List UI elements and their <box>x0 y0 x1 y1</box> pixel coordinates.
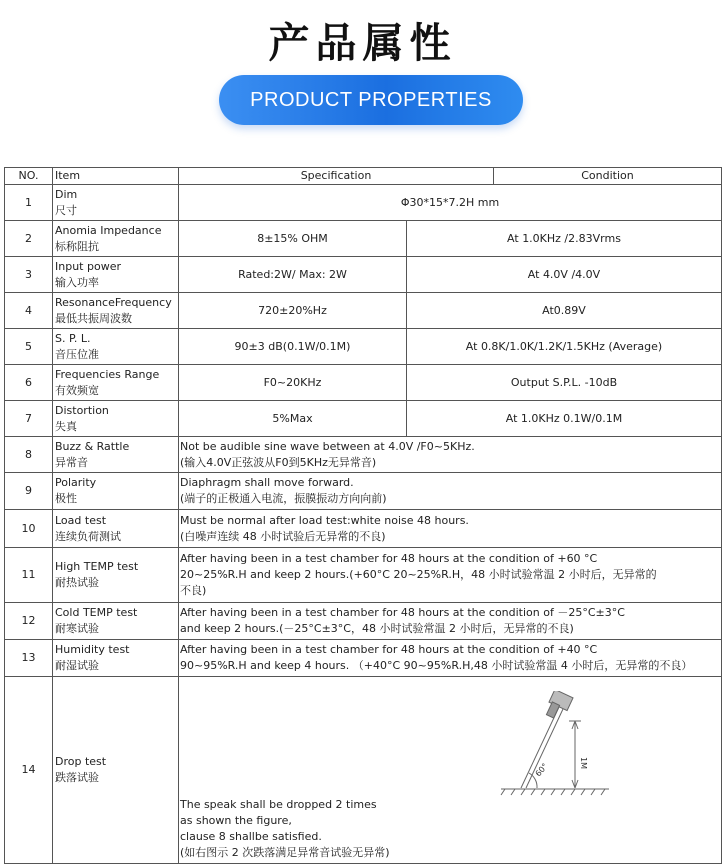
item-en: Polarity <box>55 476 97 489</box>
condition-cell: At 4.0V /4.0V <box>407 257 722 293</box>
item-cn: 极性 <box>55 492 77 505</box>
table-row <box>5 510 722 548</box>
table-row <box>5 293 722 329</box>
table-row <box>5 329 722 365</box>
item-en: High TEMP test <box>55 560 139 573</box>
row-number: 6 <box>5 365 53 401</box>
description-line: 90~95%R.H and keep 4 hours. （+40°C 90~95%R.H,48 小时试验常温 4 小时后，无异常的不良） <box>180 659 693 672</box>
table-row <box>5 437 722 473</box>
item-en: Dim <box>55 187 78 201</box>
item-cell <box>53 365 179 401</box>
description-line: The speak shall be dropped 2 times <box>180 798 377 811</box>
description-line: as shown the figure, <box>180 814 292 827</box>
height-label: 1M <box>579 757 588 769</box>
item-en: Distortion <box>55 403 109 417</box>
row-number: 14 <box>5 677 53 864</box>
row-number: 5 <box>5 329 53 365</box>
item-cn: 音压位准 <box>55 347 99 361</box>
drop-test-figure <box>495 691 613 801</box>
item-cn: 尺寸 <box>55 203 77 217</box>
description-line: After having been in a test chamber for 48 hours at the condition of +60 °C <box>180 552 598 565</box>
description-line: (如右图示 2 次跌落满足异常音试验无异常) <box>180 846 390 859</box>
table-row <box>5 603 722 640</box>
row-number: 8 <box>5 437 53 473</box>
spec-cell: 720±20%Hz <box>179 293 407 329</box>
item-cell <box>53 677 179 864</box>
item-cell <box>53 401 179 437</box>
item-cell <box>53 329 179 365</box>
item-cell <box>53 473 179 510</box>
item-en: Input power <box>55 259 121 273</box>
item-cell <box>53 293 179 329</box>
row-number: 3 <box>5 257 53 293</box>
item-cell <box>53 437 179 473</box>
page-title: 产品属性 <box>268 19 457 67</box>
row-number: 1 <box>5 185 53 221</box>
item-en: Frequencies Range <box>55 367 160 381</box>
spec-cell: Rated:2W/ Max: 2W <box>179 257 407 293</box>
item-cn: 跌落试验 <box>55 771 99 784</box>
item-cell <box>53 603 179 640</box>
table-row <box>5 548 722 603</box>
item-cn: 耐寒试验 <box>55 622 99 635</box>
condition-cell: At 0.8K/1.0K/1.2K/1.5KHz (Average) <box>407 329 722 365</box>
item-cn: 耐湿试验 <box>55 659 99 672</box>
description-line: Must be normal after load test:white noise 48 hours. <box>180 513 469 527</box>
item-cn: 异常音 <box>55 455 88 469</box>
description-line: After having been in a test chamber for 48 hours at the condition of －25°C±3°C <box>180 606 625 619</box>
row-number: 12 <box>5 603 53 640</box>
row-number: 9 <box>5 473 53 510</box>
row-number: 4 <box>5 293 53 329</box>
description-cell <box>179 437 722 473</box>
item-en: Cold TEMP test <box>55 606 138 619</box>
item-cn: 耐热试验 <box>55 576 99 589</box>
item-en: Anomia Impedance <box>55 223 162 237</box>
drop-test-text <box>180 797 390 861</box>
item-cn: 最低共振周波数 <box>55 311 132 325</box>
item-cn: 失真 <box>55 419 77 433</box>
description-cell <box>179 548 722 603</box>
condition-cell: At 1.0KHz 0.1W/0.1M <box>407 401 722 437</box>
item-cn: 输入功率 <box>55 275 99 289</box>
description-cell <box>179 473 722 510</box>
description-line: 不良) <box>180 584 207 597</box>
description-line: clause 8 shallbe satisfied. <box>180 830 322 843</box>
section-banner: PRODUCT PROPERTIES <box>219 75 523 125</box>
table-header-row <box>5 168 722 185</box>
row-number: 11 <box>5 548 53 603</box>
header-condition: Condition <box>494 168 722 185</box>
item-cn: 有效频宽 <box>55 383 99 397</box>
table-row <box>5 185 722 221</box>
row-number: 7 <box>5 401 53 437</box>
item-cell <box>53 510 179 548</box>
table-row <box>5 677 722 864</box>
description-line: Diaphragm shall move forward. <box>180 476 354 489</box>
header-specification: Specification <box>179 168 494 185</box>
item-cell <box>53 548 179 603</box>
description-line: (输入4.0V正弦波从F0到5KHz无异常音) <box>180 455 377 469</box>
description-line: Not be audible sine wave between at 4.0V /F0~5KHz. <box>180 439 475 453</box>
condition-cell: Output S.P.L. -10dB <box>407 365 722 401</box>
spec-cell: 5%Max <box>179 401 407 437</box>
table-row <box>5 365 722 401</box>
spec-cell: Φ30*15*7.2H mm <box>179 185 722 221</box>
item-cn: 连续负荷测试 <box>55 529 121 543</box>
item-cell <box>53 257 179 293</box>
table-row <box>5 221 722 257</box>
description-cell <box>179 677 722 864</box>
item-cell <box>53 221 179 257</box>
item-cell <box>53 640 179 677</box>
row-number: 10 <box>5 510 53 548</box>
description-line: (端子的正极通入电流，振膜振动方向向前) <box>180 492 387 505</box>
row-number: 13 <box>5 640 53 677</box>
header-item: Item <box>53 168 179 185</box>
condition-cell: At0.89V <box>407 293 722 329</box>
description-cell <box>179 510 722 548</box>
item-en: ResonanceFrequency <box>55 295 172 309</box>
item-en: S. P. L. <box>55 331 91 345</box>
table-row <box>5 401 722 437</box>
table-row <box>5 640 722 677</box>
description-line: 20~25%R.H and keep 2 hours.(+60°C 20~25%R.H，48 小时试验常温 2 小时后，无异常的 <box>180 568 657 581</box>
spec-cell: 8±15% OHM <box>179 221 407 257</box>
item-en: Humidity test <box>55 643 130 656</box>
angle-label: 60° <box>533 761 550 779</box>
description-cell <box>179 603 722 640</box>
item-en: Load test <box>55 513 107 527</box>
table-row <box>5 257 722 293</box>
properties-table <box>4 167 722 864</box>
table-row <box>5 473 722 510</box>
spec-cell: F0~20KHz <box>179 365 407 401</box>
header-no: NO. <box>5 168 53 185</box>
spec-cell: 90±3 dB(0.1W/0.1M) <box>179 329 407 365</box>
item-en: Drop test <box>55 755 107 768</box>
row-number: 2 <box>5 221 53 257</box>
description-cell <box>179 640 722 677</box>
description-line: and keep 2 hours.(－25°C±3°C，48 小时试验常温 2 小时后，无异常的不良) <box>180 622 574 635</box>
condition-cell: At 1.0KHz /2.83Vrms <box>407 221 722 257</box>
item-cn: 标称阻抗 <box>55 239 99 253</box>
item-en: Buzz & Rattle <box>55 439 130 453</box>
description-line: After having been in a test chamber for 48 hours at the condition of +40 °C <box>180 643 598 656</box>
description-line: (白噪声连续 48 小时试验后无异常的不良) <box>180 529 386 543</box>
item-cell <box>53 185 179 221</box>
